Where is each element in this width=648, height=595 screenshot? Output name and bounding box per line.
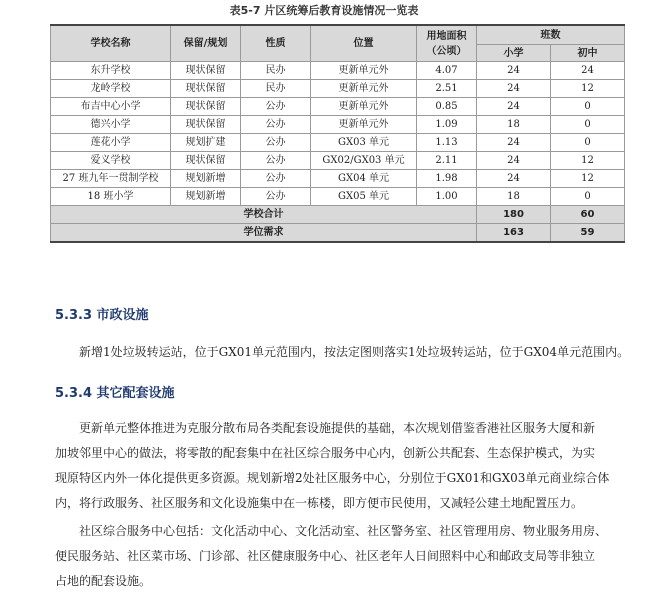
paragraph-line: 便民服务站、社区菜市场、门诊部、社区健康服务中心、社区老年人日间照料中心和邮政支局等非独立 <box>55 549 596 563</box>
demand-row <box>51 224 625 243</box>
paragraph-line: 社区综合服务中心包括：文化活动中心、文化活动室、社区警务室、社区管理用房、物业服务用房、 <box>79 524 608 538</box>
cell-junior: 12 <box>551 80 625 98</box>
cell-name: 德兴小学 <box>51 116 171 134</box>
total-primary: 180 <box>477 206 551 224</box>
section-heading-other-facilities: 5.3.4 其它配套设施 <box>55 386 175 401</box>
cell-status: 规划新增 <box>171 170 241 188</box>
cell-location: 更新单元外 <box>311 80 417 98</box>
header-area <box>417 25 477 62</box>
cell-status: 现状保留 <box>171 152 241 170</box>
paragraph-line: 占地的配套设施。 <box>55 574 152 588</box>
table-row <box>51 152 625 170</box>
header-classes: 班数 <box>477 25 625 45</box>
header-primary: 小学 <box>477 45 551 62</box>
cell-nature: 民办 <box>241 80 311 98</box>
cell-name: 龙岭学校 <box>51 80 171 98</box>
table-caption: 表5-7 片区统筹后教育设施情况一览表 <box>229 4 419 17</box>
header-area-line1: 用地面积 <box>426 30 467 42</box>
table-row <box>51 170 625 188</box>
cell-area: 2.11 <box>417 152 477 170</box>
cell-status: 规划扩建 <box>171 134 241 152</box>
cell-primary: 24 <box>477 62 551 80</box>
paragraph-line: 内，将行政服务、社区服务和文化设施集中在一栋楼，即方便市民使用，又减轻公建土地配置压力。 <box>55 496 584 510</box>
cell-status: 规划新增 <box>171 188 241 206</box>
table-row <box>51 116 625 134</box>
cell-area: 1.00 <box>417 188 477 206</box>
cell-nature: 民办 <box>241 62 311 80</box>
cell-name: 布吉中心小学 <box>51 98 171 116</box>
cell-location: 更新单元外 <box>311 116 417 134</box>
cell-junior: 0 <box>551 98 625 116</box>
cell-area: 1.98 <box>417 170 477 188</box>
cell-junior: 12 <box>551 152 625 170</box>
cell-nature: 公办 <box>241 134 311 152</box>
demand-label: 学位需求 <box>51 224 477 243</box>
cell-location: GX02/GX03 单元 <box>311 152 417 170</box>
cell-location: GX03 单元 <box>311 134 417 152</box>
cell-status: 现状保留 <box>171 116 241 134</box>
cell-junior: 24 <box>551 62 625 80</box>
header-school-name: 学校名称 <box>51 25 171 62</box>
table-row <box>51 134 625 152</box>
cell-name: 东升学校 <box>51 62 171 80</box>
cell-area: 1.09 <box>417 116 477 134</box>
cell-name: 18 班小学 <box>51 188 171 206</box>
cell-nature: 公办 <box>241 116 311 134</box>
cell-junior: 0 <box>551 188 625 206</box>
cell-nature: 公办 <box>241 188 311 206</box>
cell-location: 更新单元外 <box>311 98 417 116</box>
cell-status: 现状保留 <box>171 80 241 98</box>
total-label: 学校合计 <box>51 206 477 224</box>
cell-nature: 公办 <box>241 98 311 116</box>
cell-status: 现状保留 <box>171 62 241 80</box>
paragraph-line: 现原特区内外一体化提供更多资源。规划新增2处社区服务中心，分别位于GX01和GX03单元商业综合体 <box>55 471 610 485</box>
cell-location: GX04 单元 <box>311 170 417 188</box>
cell-primary: 24 <box>477 98 551 116</box>
cell-primary: 24 <box>477 80 551 98</box>
cell-name: 27 班九年一贯制学校 <box>51 170 171 188</box>
cell-junior: 0 <box>551 116 625 134</box>
education-facilities-table <box>50 24 625 243</box>
cell-location: GX05 单元 <box>311 188 417 206</box>
table-row <box>51 188 625 206</box>
table-row <box>51 80 625 98</box>
paragraph-other-facilities-1 <box>55 416 630 516</box>
total-row <box>51 206 625 224</box>
paragraph-other-facilities-2 <box>55 519 630 594</box>
cell-location: 更新单元外 <box>311 62 417 80</box>
cell-primary: 24 <box>477 152 551 170</box>
cell-status: 现状保留 <box>171 98 241 116</box>
paragraph-line: 加坡邻里中心的做法，将零散的配套集中在社区综合服务中心内，创新公共配套、生态保护模式，为实 <box>55 446 596 460</box>
cell-nature: 公办 <box>241 170 311 188</box>
section-heading-municipal: 5.3.3 市政设施 <box>55 308 149 323</box>
header-area-line2: （公顷） <box>426 45 467 57</box>
cell-name: 莲花小学 <box>51 134 171 152</box>
cell-name: 爱义学校 <box>51 152 171 170</box>
cell-area: 2.51 <box>417 80 477 98</box>
table-row <box>51 98 625 116</box>
paragraph-line: 更新单元整体推进为克服分散布局各类配套设施提供的基础，本次规划借鉴香港社区服务大厦和新 <box>79 421 596 435</box>
cell-primary: 18 <box>477 116 551 134</box>
cell-nature: 公办 <box>241 152 311 170</box>
cell-primary: 24 <box>477 170 551 188</box>
total-junior: 60 <box>551 206 625 224</box>
table-row <box>51 62 625 80</box>
cell-junior: 12 <box>551 170 625 188</box>
header-location: 位置 <box>311 25 417 62</box>
header-nature: 性质 <box>241 25 311 62</box>
cell-area: 0.85 <box>417 98 477 116</box>
header-status: 保留/规划 <box>171 25 241 62</box>
cell-primary: 18 <box>477 188 551 206</box>
demand-junior: 59 <box>551 224 625 243</box>
cell-area: 1.13 <box>417 134 477 152</box>
paragraph-municipal <box>55 340 630 365</box>
cell-area: 4.07 <box>417 62 477 80</box>
cell-primary: 24 <box>477 134 551 152</box>
demand-primary: 163 <box>477 224 551 243</box>
paragraph-line: 新增1处垃圾转运站，位于GX01单元范围内，按法定图则落实1处垃圾转运站，位于GX04单元范围内。 <box>79 345 630 359</box>
header-junior: 初中 <box>551 45 625 62</box>
cell-junior: 0 <box>551 134 625 152</box>
